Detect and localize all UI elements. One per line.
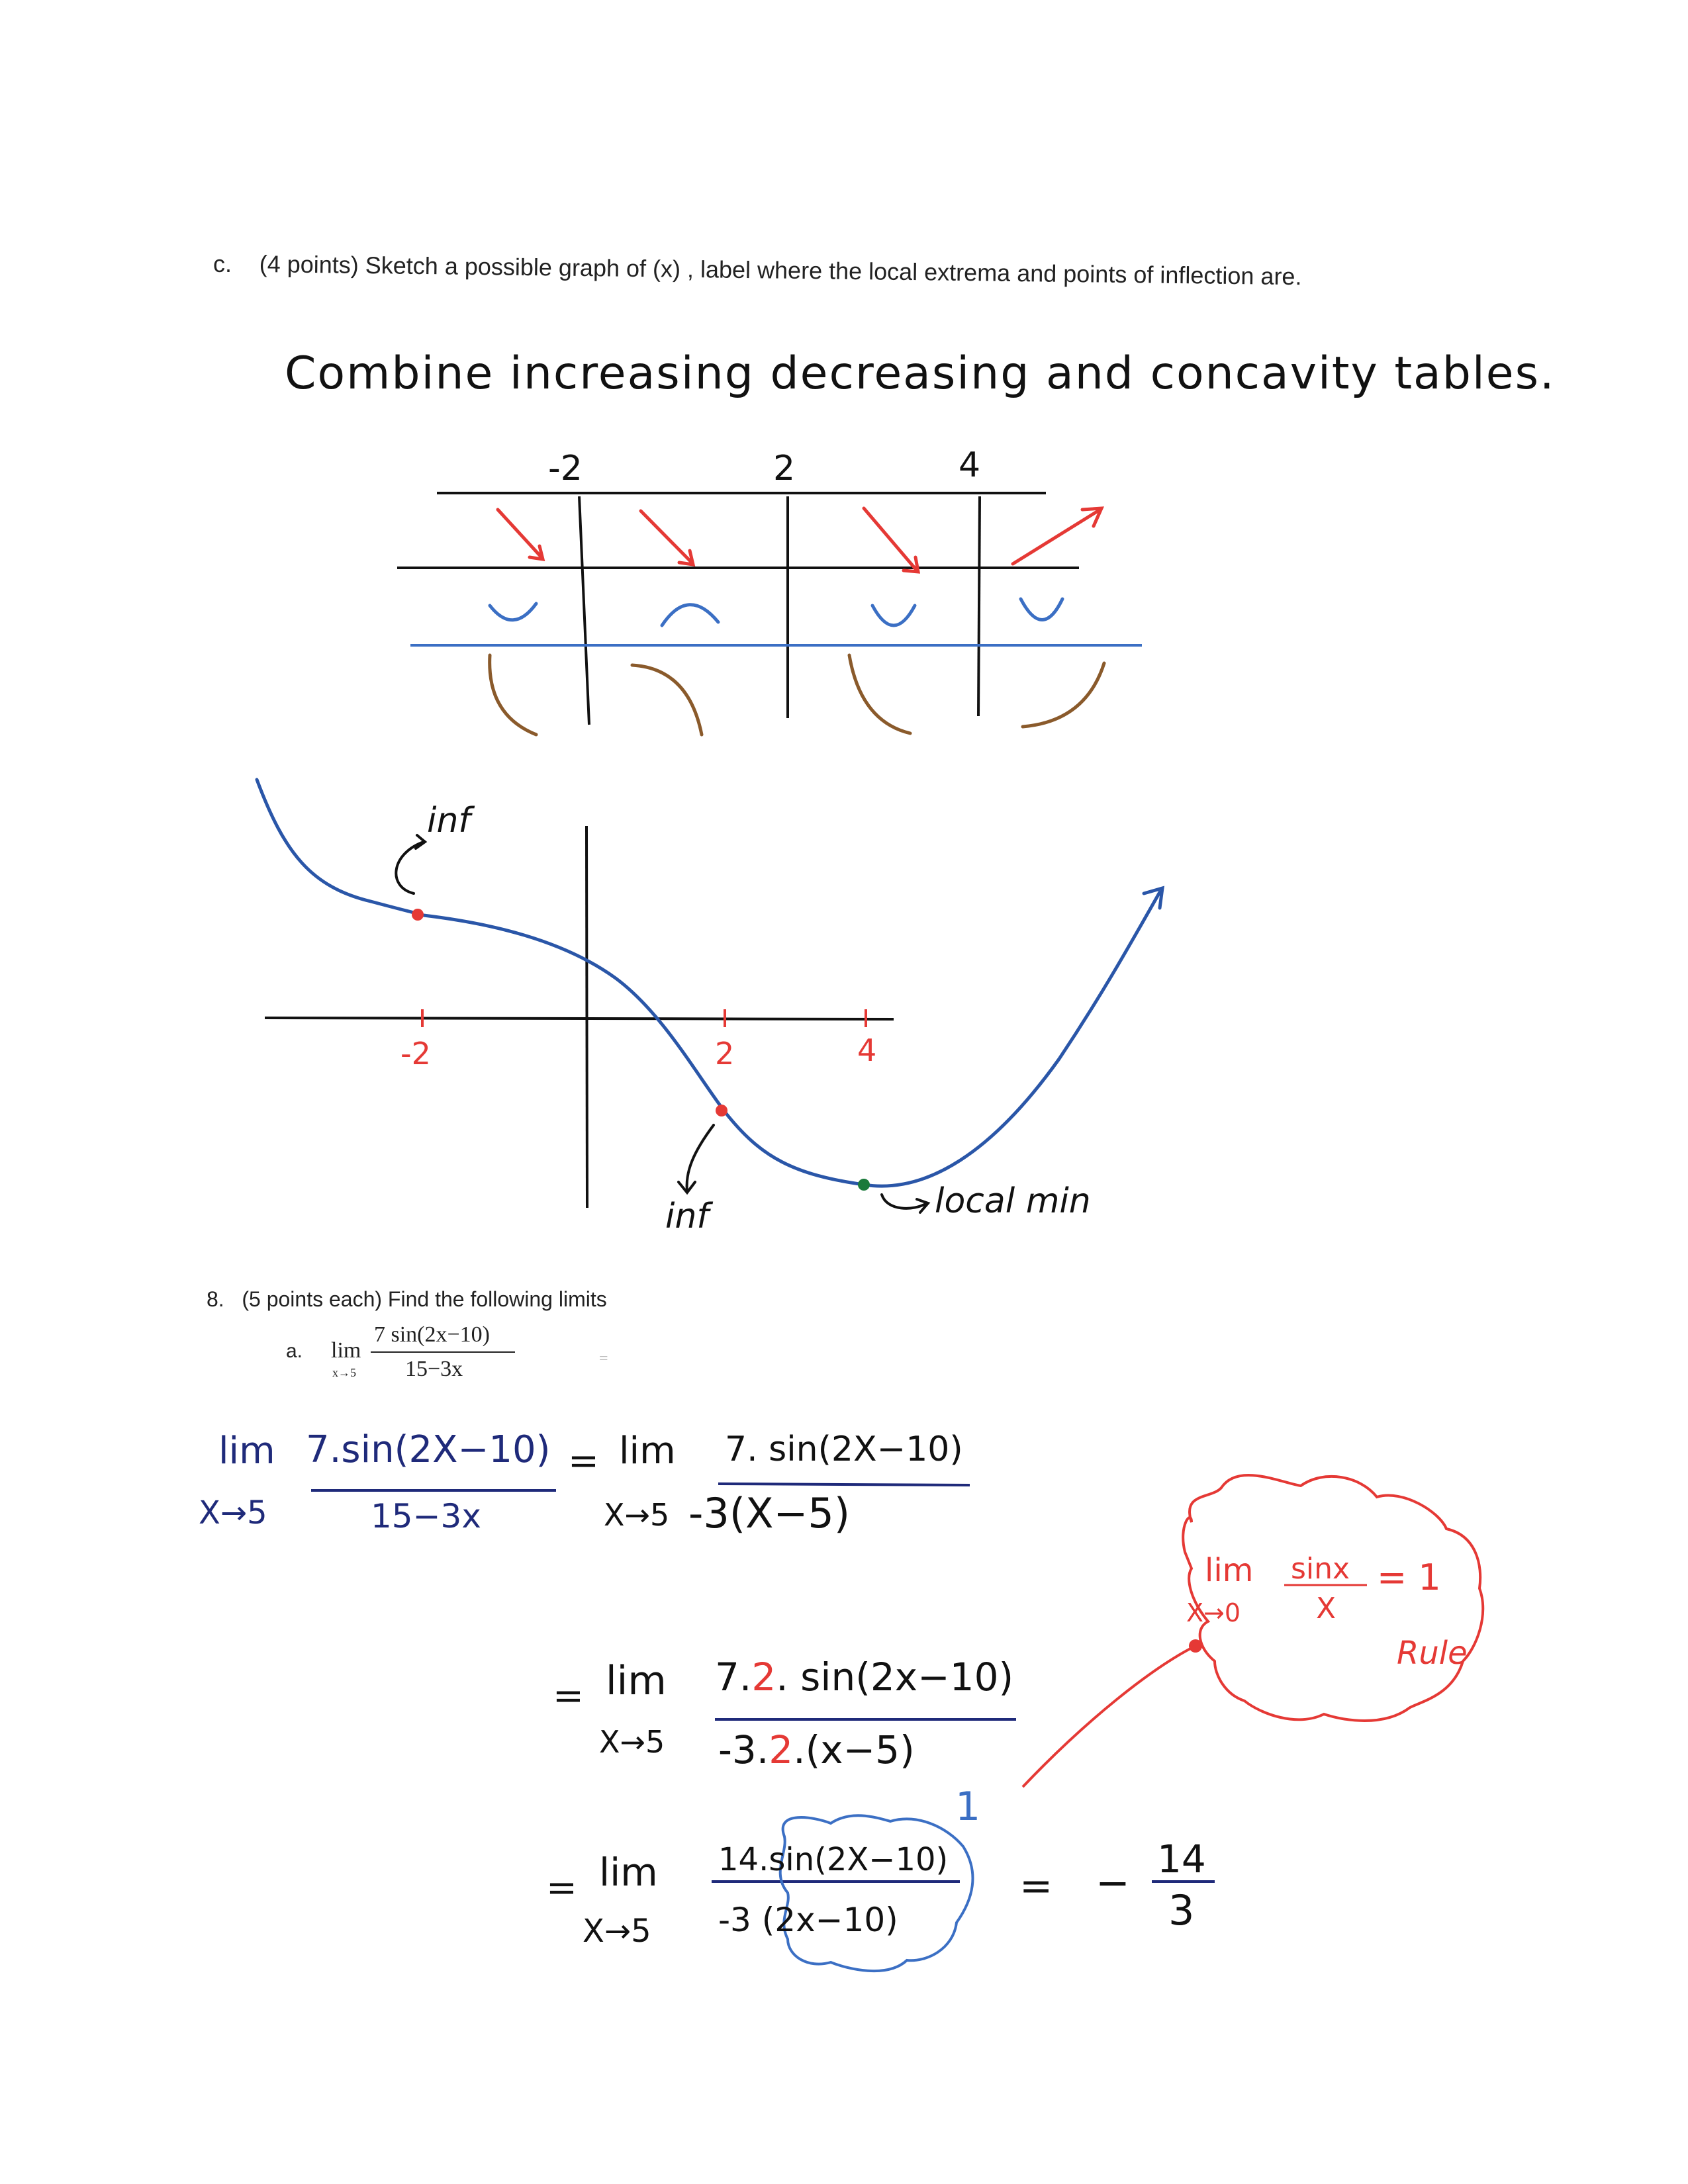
answer-sign: −: [1096, 1858, 1130, 1907]
rule-word: Rule: [1397, 1635, 1468, 1672]
step3-den-b: 2: [769, 1727, 794, 1772]
rule-pointer-line: [1023, 1646, 1196, 1787]
x-tick-label-2: 2: [715, 1036, 735, 1071]
step2-lim: lim: [619, 1430, 676, 1473]
concave-down-2: [662, 605, 718, 625]
rule-equals-one: = 1: [1377, 1557, 1441, 1598]
question-8-header: 8. (5 points each) Find the following limits: [207, 1287, 607, 1311]
inf-bottom-arrow: [687, 1125, 714, 1191]
eq4: =: [1019, 1863, 1053, 1909]
eq1: =: [568, 1439, 599, 1482]
step2-sub: X→5: [604, 1497, 670, 1533]
axes: [265, 826, 894, 1208]
question-8a-letter: a.: [286, 1340, 303, 1362]
table-label-2: 2: [773, 449, 796, 488]
step4-sub: X→5: [583, 1913, 651, 1950]
rule-denominator: X: [1316, 1592, 1336, 1625]
shape-3: [849, 655, 910, 733]
step3-lim: lim: [606, 1658, 667, 1704]
step4-numerator: [718, 1841, 948, 1878]
step3-sub: X→5: [599, 1724, 665, 1760]
shape-2: [632, 665, 702, 735]
step4-den-a: -3: [718, 1901, 751, 1939]
question-c-text: (4 points) Sketch a possible graph of (x) , label where the local extrema and points of inflection are.: [259, 250, 1302, 291]
local-min-point: [858, 1179, 870, 1191]
answer-numerator: 14: [1157, 1837, 1206, 1882]
question-8a-fraction-bar: [371, 1351, 515, 1353]
step3-num-c: . sin(2x−10): [776, 1655, 1014, 1700]
rule-numerator: sinx: [1291, 1552, 1350, 1586]
step1-lim: lim: [218, 1430, 275, 1473]
step4-den-b: (2x−10): [761, 1901, 898, 1939]
arrow-down-2: [641, 511, 692, 563]
step3-den-a: -3.: [718, 1727, 769, 1772]
inf-label-bottom: inf: [665, 1197, 709, 1236]
step3-num-a: 7.: [715, 1655, 752, 1700]
inflection-point-right: [716, 1105, 727, 1116]
inf-label-left: inf: [427, 801, 471, 841]
step4-num-a: 14.: [718, 1841, 769, 1878]
step4-num-b: sin(2X−10): [769, 1841, 949, 1878]
y-axis: [586, 826, 587, 1208]
concave-up-1: [490, 604, 536, 620]
shape-1: [490, 655, 536, 735]
blue-cloud: [780, 1815, 973, 1971]
concave-up-3: [872, 606, 915, 625]
x-axis: [265, 1018, 894, 1019]
table-label-4: 4: [959, 445, 981, 485]
question-8a-numerator: 7 sin(2x−10): [374, 1322, 490, 1347]
x-tick-label-4: 4: [857, 1032, 877, 1068]
question-8a-denominator: 15−3x: [405, 1357, 463, 1381]
step3-num-b: 2: [751, 1655, 776, 1700]
question-8a-lim: lim: [331, 1338, 361, 1363]
concave-up-4: [1021, 599, 1062, 620]
question-c-letter: c.: [213, 250, 232, 277]
function-curve: [257, 780, 1160, 1186]
step2-numerator: 7. sin(2X−10): [725, 1430, 963, 1469]
answer-denominator: 3: [1168, 1886, 1195, 1934]
arrow-down-1: [498, 510, 541, 557]
local-min-label: local min: [935, 1181, 1091, 1221]
inf-left-arrow: [396, 842, 424, 893]
step3-den-c: .(x−5): [793, 1727, 915, 1772]
red-arrows: [498, 508, 1102, 572]
question-8a-sub: x→5: [332, 1366, 356, 1379]
step3-denominator: [718, 1727, 915, 1772]
rule-lim: lim: [1205, 1552, 1254, 1589]
concavity-marks: [490, 599, 1062, 625]
arrow-up-4: [1013, 510, 1100, 564]
rule-sub: X→0: [1186, 1598, 1241, 1627]
sign-table: [397, 493, 1079, 725]
eq3: =: [546, 1866, 577, 1909]
step3-numerator: [715, 1655, 1013, 1700]
table-vline-neg2: [579, 496, 589, 725]
frac-bar-step2: [718, 1484, 970, 1485]
step4-denominator: [718, 1901, 898, 1939]
step4-lim: lim: [599, 1850, 658, 1895]
note-handwritten: Combine increasing decreasing and concavity tables.: [285, 347, 1556, 400]
eq2: =: [553, 1674, 584, 1717]
inflection-point-left: [412, 909, 424, 921]
step1-denominator: 15−3x: [371, 1497, 481, 1535]
table-vline-4: [978, 496, 980, 716]
step1-sub: X→5: [199, 1494, 267, 1531]
x-tick-label-neg2: -2: [400, 1036, 431, 1071]
shape-marks: [490, 655, 1104, 735]
step2-denominator: -3(X−5): [688, 1489, 851, 1537]
question-8a-equals: =: [599, 1350, 608, 1367]
shape-4: [1023, 663, 1104, 727]
step1-numerator: 7.sin(2X−10): [306, 1428, 551, 1471]
arrow-down-3: [864, 508, 917, 570]
blue-one-annotation: 1: [955, 1784, 981, 1830]
table-label-neg2: -2: [548, 449, 583, 488]
